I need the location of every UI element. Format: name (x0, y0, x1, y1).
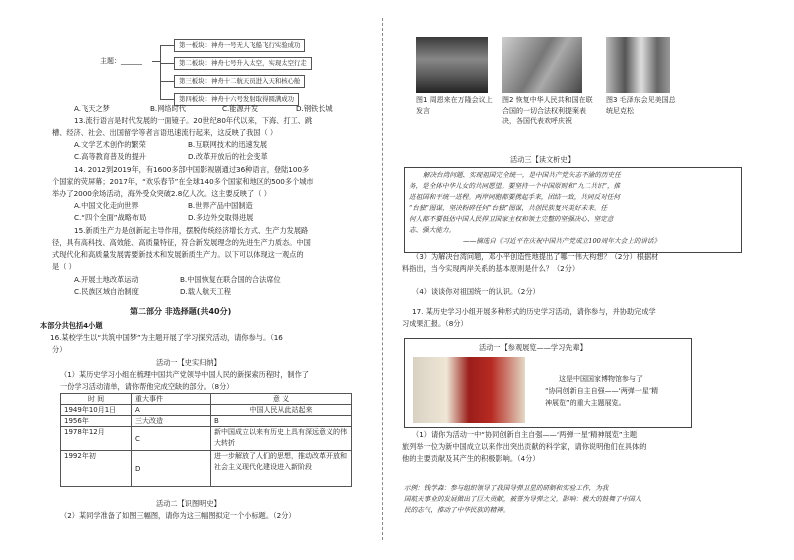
mindmap-connector (160, 63, 174, 64)
figure-3-photo (606, 37, 670, 93)
q15-line-4: 是（ ） (52, 262, 76, 271)
q16-activity1: 活动一【史实归纳】 (156, 358, 221, 367)
q14-option-b: B.世界产品中国制造 (188, 201, 253, 210)
q16-line-1: 16.某校学生以“共筑中国梦”为主题开展了学习探究活动，请你参与。（16 (50, 333, 283, 342)
table-header-row (61, 394, 352, 405)
table-cell: 进一步解放了人们的思想，推动改革开放和社会主义现代化建设进入新阶段 (211, 451, 352, 487)
q14-line-1: 14. 2012到2019年，有1600多部中国影视剧通过36种语言，登陆100多 (74, 165, 310, 174)
table-header-cell: 意 义 (211, 394, 352, 405)
table-cell: A (132, 405, 211, 416)
q14-option-a: A.中国文化走向世界 (74, 201, 139, 210)
q13-line-1: 13.流行语言是时代发展的一面镜子。20世纪80年代以来，下海、打工、跳 (74, 116, 313, 125)
exhibit-activity-title: 活动一【参观展览——学习先辈】 (479, 343, 587, 352)
q16-intro-2: 一份学习活动清单，请你帮他完成空缺的部分。（8分） (60, 382, 234, 391)
figure-1-photo (416, 37, 488, 93)
q17-line-1: 17. 某历史学习小组开展多种形式的历史学习活动，请你参与，并协助完成学 (412, 307, 656, 316)
table-row (61, 416, 352, 427)
table-row (61, 451, 352, 487)
mindmap-board-1: 第一板块：神舟一号无人飞船飞行实验成功 (174, 39, 305, 52)
table-cell: 新中国成立以来有历史上具有深远意义的伟大转折 (211, 427, 352, 451)
q3-line-1: （3）为解决台湾问题，邓小平创造性地提出了哪一伟大构想？（2分）根据材 (412, 252, 659, 261)
table-header-cell: 时 间 (61, 394, 132, 405)
exhibit-photo (413, 357, 525, 423)
exhibit-box (404, 338, 692, 428)
q16-line-2: 分） (52, 345, 67, 354)
table-cell: B (211, 416, 352, 427)
part2-subtitle: 本部分共包括4小题 (40, 321, 103, 330)
q15-option-a: A.开展土地改革运动 (74, 275, 139, 284)
q15-line-3: 式现代化和高质量发展需要新技术和发展新质生产力。以下可以体现这一观点的 (52, 250, 304, 259)
quote-source: ——摘选自《习近平在庆祝中国共产党成立100周年大会上的讲话》 (463, 237, 661, 245)
quote-line-5: 何人都不要低估中国人民捍卫国家主权和领土完整的坚强决心、坚定意 (409, 215, 614, 223)
q3-line-2: 料指出，当今实现两岸关系的基本原则是什么？（2分） (402, 264, 580, 273)
exhibit-text-2: “协同创新自主自强——‘两弹一星’精 (545, 387, 659, 395)
column-divider (382, 18, 383, 540)
figure-2-caption: 图2 恢复中华人民共和国在联合国的一切合法权利提案表决，各国代表欢呼庆祝 (502, 96, 593, 125)
mindmap-connector (160, 45, 174, 46)
table-cell: 三大改造 (132, 416, 211, 427)
q13-option-a: A.文学艺术创作的繁荣 (74, 140, 146, 149)
table-cell: 1949年10月1日 (61, 405, 132, 416)
table-cell: 1956年 (61, 416, 132, 427)
q16-event-table (60, 393, 352, 487)
example-line-1: 示例：钱学森：参与组织领导了我国导弹卫星的研制和实验工作，为我 (404, 484, 609, 492)
q17-1-line-1: （1）请你为活动一中“协同创新自主自强——‘两弹一星’精神展览”主题 (412, 430, 638, 439)
mindmap-board-3: 第三板块：神舟十二航天员进入天和核心舱 (174, 75, 305, 88)
q15-option-b: B.中国恢复在联合国的合法席位 (180, 275, 281, 284)
table-header-cell: 重大事件 (132, 394, 211, 405)
quote-line-1: 解决台湾问题、实现祖国完全统一，是中国共产党矢志不渝的历史任 (423, 171, 621, 179)
q15-line-1: 15.新质生产力是创新起主导作用，摆脱传统经济增长方式、生产力发展路 (74, 226, 309, 235)
q15-option-c: C.民族区域自治制度 (74, 287, 139, 296)
q12-option-d: D.钢铁长城 (296, 104, 333, 113)
activity3-title: 活动三【读文析史】 (510, 155, 575, 164)
quote-line-6: 志、强大能力。 (409, 226, 456, 234)
q16-q2: （2）某同学准备了如图三幅图，请你为这三幅图拟定一个小标题。（2分） (60, 511, 296, 520)
mindmap-board-2: 第二板块：神舟七号升入太空，实现太空行走 (174, 57, 312, 70)
q14-option-d: D.多边外交取得进展 (188, 213, 254, 222)
q17-1-line-3: 他的主要贡献及其产生的积极影响。（4分） (402, 454, 540, 463)
example-line-2: 国航天事业的发展做出了巨大贡献，被誉为导弹之父。影响：极大的鼓舞了中国人 (404, 495, 642, 503)
mindmap-connector (160, 45, 161, 100)
quote-line-2: 务，是全体中华儿女的共同愿望。要坚持一个中国原则和“九二共识”，推 (409, 182, 621, 190)
mindmap-connector (160, 99, 174, 100)
figure-3-caption: 图3 毛泽东会见美国总统尼克松 (606, 96, 676, 115)
q14-option-c: C.“四个全面”战略布局 (74, 213, 147, 222)
table-cell: D (132, 451, 211, 487)
quote-box (404, 167, 742, 253)
exhibit-text-1: 这是中国国家博物馆参与了 (559, 375, 643, 383)
table-row (61, 427, 352, 451)
q12-option-c: C.能源开发 (222, 104, 259, 113)
q17-line-2: 习成果汇报。（8分） (402, 319, 468, 328)
q12-option-b: B.网络时代 (150, 104, 186, 113)
mindmap-connector (160, 81, 174, 82)
q14-line-3: 举办了2000余场活动，海外受众突破2.8亿人次。这主要反映了（ ） (52, 189, 271, 198)
q4: （4）谈谈你对祖国统一的认识。（2分） (412, 287, 540, 296)
quote-line-3: 进祖国和平统一进程。两岸同胞都要携起手来，团结一致，共同反对任何 (409, 193, 620, 201)
table-cell: 中国人民从此站起来 (211, 405, 352, 416)
table-cell: C (132, 427, 211, 451)
q15-option-d: D.载人航天工程 (180, 287, 231, 296)
q14-line-2: 个国家的荧屏幕；2017年，“欢乐春节”在全球140多个国家和地区的500多个城市 (52, 177, 314, 186)
q13-line-2: 槽、经济、社会、出国留学等者言语迅速流行起来，这反映了我国（ ） (52, 128, 278, 137)
quote-line-4: “台独”图谋，坚决粉碎任何“台独”图谋，共创民族复兴美好未来。任 (409, 204, 608, 212)
q16-intro-1: （1）某历史学习小组在梳理中国共产党领导中国人民的新探索历程时，制作了 (60, 370, 309, 379)
table-row (61, 405, 352, 416)
figure-2-photo (502, 37, 582, 93)
exhibit-text-3: 神展览”的重大主题展览。 (545, 399, 626, 407)
table-cell: 1992年初 (61, 451, 132, 487)
q13-option-b: B.互联网技术的迅速发展 (188, 140, 268, 149)
mindmap-connector (152, 61, 160, 62)
q13-option-c: C.高等教育普及的提升 (74, 152, 146, 161)
q13-option-d: D.改革开放后的社会变革 (188, 152, 268, 161)
example-line-3: 民的志气，推动了中华民族的精神。 (404, 506, 510, 514)
table-cell: 1978年12月 (61, 427, 132, 451)
q12-option-a: A.飞天之梦 (74, 104, 110, 113)
figure-1-caption: 图1 周恩来在万隆会议上发言 (416, 96, 493, 115)
q17-1-line-2: 旅列举一位为新中国成立以来作出突出贡献的科学家，请你说明他们在具体的 (402, 442, 647, 451)
mindmap-board-4: 第四板块：神舟十六号发射取得圆满成功 (174, 93, 299, 106)
mindmap-theme: 主题：______ (100, 57, 142, 65)
part2-title: 第二部分 非选择题(共40分) (130, 307, 232, 316)
q15-line-2: 径，具有高科技、高效能、高质量特征，符合新发展理念的先进生产力质态。中国 (52, 238, 311, 247)
q16-activity2: 活动二【识图明史】 (156, 499, 221, 508)
